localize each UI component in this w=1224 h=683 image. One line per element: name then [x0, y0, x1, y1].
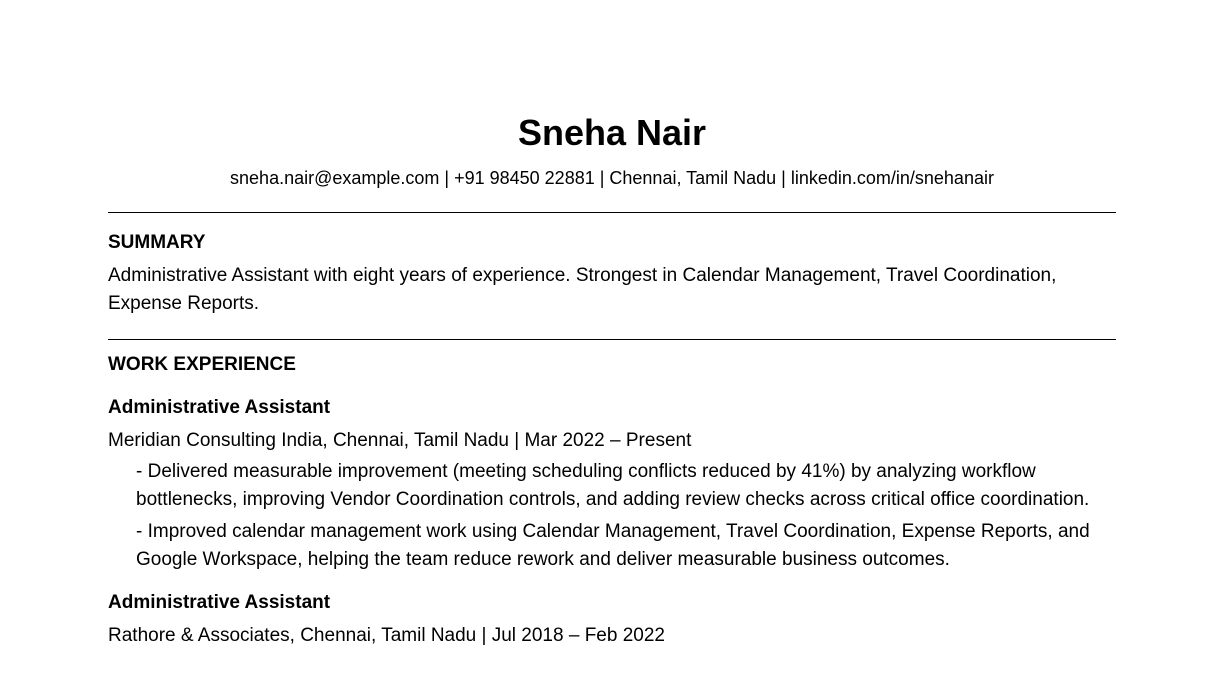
summary-heading: SUMMARY	[108, 232, 206, 253]
job-title: Administrative Assistant	[108, 592, 331, 613]
section-divider	[108, 212, 1116, 213]
job-company-dates: Rathore & Associates, Chennai, Tamil Nadu | Jul 2018 – Feb 2022	[108, 625, 665, 646]
job-bullets	[108, 458, 1116, 573]
contact-line: sneha.nair@example.com | +91 98450 22881 | Chennai, Tamil Nadu | linkedin.com/in/snehanair	[230, 168, 994, 188]
job-company-dates: Meridian Consulting India, Chennai, Tamil Nadu | Mar 2022 – Present	[108, 430, 692, 451]
section-divider	[108, 339, 1116, 340]
job-title: Administrative Assistant	[108, 397, 331, 418]
job-bullet: - Delivered measurable improvement (meeting scheduling conflicts reduced by 41%) by analyzing workflow bottlenecks, improving Vendor Coordination controls, and adding review checks across critical office coordination.	[136, 461, 1090, 510]
work-experience-heading: WORK EXPERIENCE	[108, 354, 296, 375]
summary-text: Administrative Assistant with eight years of experience. Strongest in Calendar Management, Travel Coordination, Expense Reports.	[108, 265, 1057, 314]
candidate-name: Sneha Nair	[517, 112, 707, 153]
job-bullet: - Improved calendar management work using Calendar Management, Travel Coordination, Expense Reports, and Google Workspace, helping the team reduce rework and deliver measurable business outcomes.	[136, 521, 1090, 570]
job-entry	[108, 591, 1116, 648]
job-entry	[108, 396, 1116, 573]
